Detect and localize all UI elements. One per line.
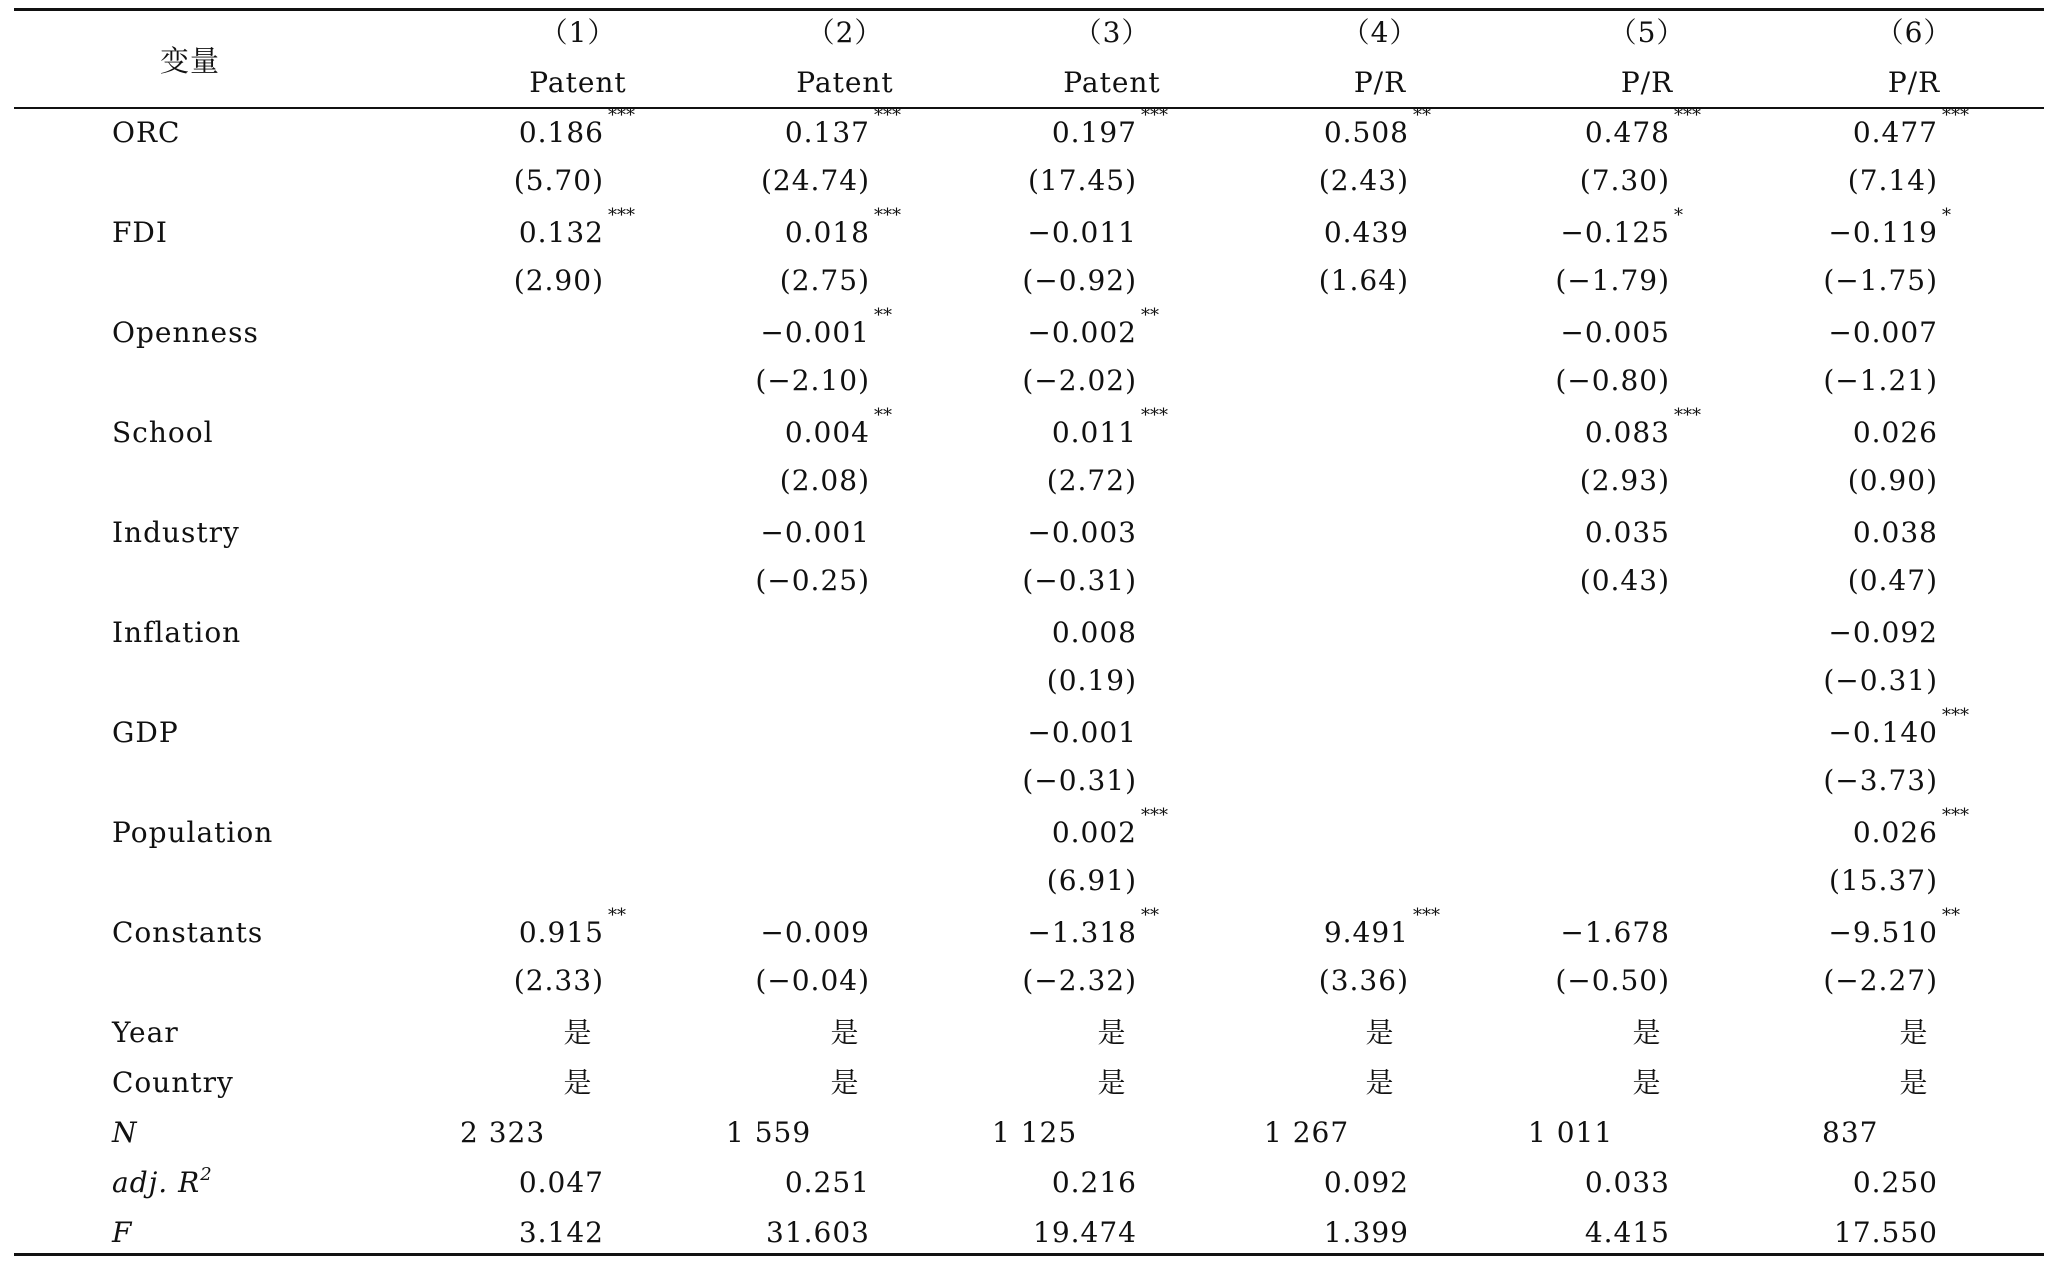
stat-label bbox=[112, 1216, 132, 1250]
coefficient-value: 0.508 ** bbox=[1323, 105, 1431, 149]
coefficient-value: −9.510 ** bbox=[1828, 905, 1960, 949]
fixed-effect-value: 是 bbox=[563, 1066, 593, 1099]
coefficient-value: −0.140 *** bbox=[1828, 705, 1969, 749]
coefficient-value: −1.678 bbox=[1560, 916, 1670, 949]
t-statistic: (1.64) bbox=[1318, 264, 1409, 297]
stat-value: 0.047 bbox=[518, 1166, 604, 1199]
dependent-variable: P/R bbox=[1620, 66, 1674, 99]
fixed-effect-value: 是 bbox=[1632, 1016, 1662, 1049]
column-number: （6） bbox=[1875, 16, 1953, 49]
coefficient bbox=[817, 405, 1168, 450]
variable-header: 变量 bbox=[160, 44, 221, 78]
fixed-effect-value: 是 bbox=[830, 1016, 860, 1049]
coefficient-value: 0.026 bbox=[1852, 416, 1938, 449]
t-statistic: (−1.21) bbox=[1823, 364, 1938, 397]
coefficient-value: −0.002 ** bbox=[1027, 305, 1159, 349]
t-statistic: (2.33) bbox=[513, 964, 604, 997]
stat-value: 0.216 bbox=[1051, 1166, 1137, 1199]
coefficient bbox=[817, 616, 1137, 650]
stat-value: 4.415 bbox=[1584, 1216, 1670, 1249]
coefficient-value: −0.003 bbox=[1027, 516, 1137, 549]
coefficient-value: 0.038 bbox=[1852, 516, 1938, 549]
significance-stars: *** bbox=[1141, 405, 1168, 426]
stat-value: 31.603 bbox=[766, 1216, 870, 1249]
dependent-variable: Patent bbox=[1063, 66, 1161, 99]
t-statistic: (−0.50) bbox=[1555, 964, 1670, 997]
coefficient bbox=[1618, 105, 1969, 150]
stat-value: 0.033 bbox=[1584, 1166, 1670, 1199]
stat-value: 17.550 bbox=[1834, 1216, 1938, 1249]
coefficient bbox=[1618, 516, 1938, 550]
coefficient-value: 0.197 *** bbox=[1051, 105, 1168, 149]
coefficient-value: 9.491 *** bbox=[1323, 905, 1440, 949]
t-statistic: (5.70) bbox=[513, 164, 604, 197]
significance-stars: ** bbox=[874, 305, 892, 326]
significance-stars: ** bbox=[1942, 905, 1960, 926]
coefficient-value: 0.477 *** bbox=[1852, 105, 1969, 149]
coefficient bbox=[817, 805, 1168, 850]
coefficient-value: 0.018 *** bbox=[784, 205, 901, 249]
fixed-effect-value: 是 bbox=[1365, 1016, 1395, 1049]
significance-stars: *** bbox=[608, 105, 635, 126]
t-statistic: (−0.80) bbox=[1555, 364, 1670, 397]
t-statistic: (6.91) bbox=[1046, 864, 1137, 897]
t-statistic: (−0.04) bbox=[755, 964, 870, 997]
column-number: （4） bbox=[1341, 16, 1419, 49]
row-label: GDP bbox=[112, 716, 179, 749]
row-label: Constants bbox=[112, 916, 264, 949]
stat-value: 19.474 bbox=[1033, 1216, 1137, 1249]
row-label: Industry bbox=[112, 516, 240, 549]
observation-count: 1 011 bbox=[1528, 1116, 1614, 1149]
t-statistic: (0.19) bbox=[1046, 664, 1137, 697]
coefficient-value: 0.478 *** bbox=[1584, 105, 1701, 149]
coefficient-value: −0.011 bbox=[1027, 216, 1137, 249]
t-statistic: (15.37) bbox=[1828, 864, 1938, 897]
fixed-effect-value: 是 bbox=[1899, 1016, 1929, 1049]
coefficient bbox=[1618, 416, 1938, 450]
t-statistic: (3.36) bbox=[1318, 964, 1409, 997]
fixed-effect-value: 是 bbox=[1097, 1066, 1127, 1099]
row-label: Inflation bbox=[112, 616, 242, 649]
fixed-effect-value: 是 bbox=[1365, 1066, 1395, 1099]
stat-value: 0.092 bbox=[1323, 1166, 1409, 1199]
significance-stars: * bbox=[1674, 205, 1683, 226]
t-statistic: (−2.10) bbox=[755, 364, 870, 397]
significance-stars: *** bbox=[1413, 905, 1440, 926]
dependent-variable: Patent bbox=[529, 66, 627, 99]
t-statistic: (2.93) bbox=[1579, 464, 1670, 497]
coefficient-value: 0.186 *** bbox=[518, 105, 635, 149]
coefficient-value: −0.007 bbox=[1828, 316, 1938, 349]
row-label: FDI bbox=[112, 216, 168, 249]
significance-stars: *** bbox=[1674, 105, 1701, 126]
significance-stars: ** bbox=[1413, 105, 1431, 126]
t-statistic: (−0.31) bbox=[1022, 564, 1137, 597]
coefficient bbox=[1618, 705, 1969, 750]
significance-stars: *** bbox=[874, 105, 901, 126]
row-label: Openness bbox=[112, 316, 259, 349]
stat-label bbox=[112, 1166, 213, 1200]
t-statistic: (7.14) bbox=[1847, 164, 1938, 197]
t-statistic: (2.90) bbox=[513, 264, 604, 297]
coefficient-value: −0.001 bbox=[760, 516, 870, 549]
significance-stars: *** bbox=[874, 205, 901, 226]
t-statistic: (0.43) bbox=[1579, 564, 1670, 597]
significance-stars: *** bbox=[608, 205, 635, 226]
coefficient-value: −0.009 bbox=[760, 916, 870, 949]
coefficient-value: −0.005 bbox=[1560, 316, 1670, 349]
significance-stars: ** bbox=[1141, 305, 1159, 326]
fixed-effect-value: 是 bbox=[563, 1016, 593, 1049]
fixed-effect-value: 是 bbox=[1632, 1066, 1662, 1099]
t-statistic: (−2.32) bbox=[1022, 964, 1137, 997]
stat-value: 0.251 bbox=[784, 1166, 870, 1199]
stat-label-text: adj. R bbox=[112, 1166, 201, 1199]
coefficient bbox=[1618, 316, 1938, 350]
stat-label-text: F bbox=[112, 1216, 133, 1249]
coefficient bbox=[1618, 905, 1960, 950]
observation-count: 1 559 bbox=[726, 1116, 812, 1149]
significance-stars: ** bbox=[874, 405, 892, 426]
fixed-effect-label: Year bbox=[112, 1016, 179, 1049]
coefficient-value: 0.008 bbox=[1051, 616, 1137, 649]
significance-stars: *** bbox=[1942, 805, 1969, 826]
coefficient-value: 0.026 *** bbox=[1852, 805, 1969, 849]
significance-stars: *** bbox=[1674, 405, 1701, 426]
significance-stars: *** bbox=[1942, 105, 1969, 126]
coefficient-value: −0.001 ** bbox=[760, 305, 892, 349]
t-statistic: (2.72) bbox=[1046, 464, 1137, 497]
observation-count: 2 323 bbox=[460, 1116, 546, 1149]
coefficient-value: −0.001 bbox=[1027, 716, 1137, 749]
dependent-variable: Patent bbox=[796, 66, 894, 99]
t-statistic: (−3.73) bbox=[1823, 764, 1938, 797]
t-statistic: (−2.27) bbox=[1823, 964, 1938, 997]
coefficient-value: −0.119 * bbox=[1828, 205, 1951, 249]
t-statistic: (2.75) bbox=[779, 264, 870, 297]
t-statistic: (2.08) bbox=[779, 464, 870, 497]
fixed-effect-value: 是 bbox=[1097, 1016, 1127, 1049]
t-statistic: (17.45) bbox=[1027, 164, 1137, 197]
stat-label bbox=[112, 1116, 138, 1150]
significance-stars: ** bbox=[1141, 905, 1159, 926]
observation-count: 1 125 bbox=[992, 1116, 1078, 1149]
coefficient-value: 0.132 *** bbox=[518, 205, 635, 249]
row-label: School bbox=[112, 416, 214, 449]
coefficient bbox=[1618, 616, 1938, 650]
coefficient-value: −1.318 ** bbox=[1027, 905, 1159, 949]
t-statistic: (0.90) bbox=[1847, 464, 1938, 497]
bottom-rule bbox=[14, 1253, 2044, 1256]
coefficient-value: 0.002 *** bbox=[1051, 805, 1168, 849]
t-statistic: (−0.31) bbox=[1022, 764, 1137, 797]
column-number: （1） bbox=[539, 16, 617, 49]
t-statistic: (−1.79) bbox=[1555, 264, 1670, 297]
significance-stars: *** bbox=[1942, 705, 1969, 726]
column-number: （5） bbox=[1608, 16, 1686, 49]
coefficient-value: 0.137 *** bbox=[784, 105, 901, 149]
t-statistic: (−1.75) bbox=[1823, 264, 1938, 297]
fixed-effect-value: 是 bbox=[830, 1066, 860, 1099]
coefficient bbox=[817, 516, 1137, 550]
significance-stars: *** bbox=[1141, 105, 1168, 126]
coefficient-value: −0.092 bbox=[1828, 616, 1938, 649]
stat-label-text: N bbox=[112, 1116, 138, 1149]
t-statistic: (7.30) bbox=[1579, 164, 1670, 197]
coefficient-value: −0.125 * bbox=[1560, 205, 1683, 249]
t-statistic: (0.47) bbox=[1847, 564, 1938, 597]
coefficient-value: 0.035 bbox=[1584, 516, 1670, 549]
significance-stars: *** bbox=[1141, 805, 1168, 826]
coefficient-value: 0.011 *** bbox=[1051, 405, 1168, 449]
observation-count: 837 bbox=[1822, 1116, 1879, 1149]
fixed-effect-label: Country bbox=[112, 1066, 234, 1099]
top-rule bbox=[14, 8, 2044, 11]
stat-value: 0.250 bbox=[1852, 1166, 1938, 1199]
dependent-variable: P/R bbox=[1887, 66, 1941, 99]
column-number: （3） bbox=[1073, 16, 1151, 49]
coefficient-value: 0.915 ** bbox=[518, 905, 626, 949]
coefficient bbox=[817, 716, 1137, 750]
significance-stars: * bbox=[1942, 205, 1951, 226]
t-statistic: (−0.25) bbox=[755, 564, 870, 597]
observation-count: 1 267 bbox=[1264, 1116, 1350, 1149]
t-statistic: (2.43) bbox=[1318, 164, 1409, 197]
coefficient bbox=[1618, 805, 1969, 850]
stat-value: 3.142 bbox=[518, 1216, 604, 1249]
t-statistic: (−0.31) bbox=[1823, 664, 1938, 697]
row-label: ORC bbox=[112, 116, 181, 149]
t-statistic: (24.74) bbox=[760, 164, 870, 197]
header-rule bbox=[14, 107, 2044, 109]
fixed-effect-value: 是 bbox=[1899, 1066, 1929, 1099]
row-label: Population bbox=[112, 816, 274, 849]
coefficient-value: 0.004 ** bbox=[784, 405, 892, 449]
coefficient-value: 0.439 bbox=[1323, 216, 1409, 249]
stat-label-superscript: 2 bbox=[200, 1164, 213, 1185]
stat-value: 1.399 bbox=[1323, 1216, 1409, 1249]
column-number: （2） bbox=[806, 16, 884, 49]
dependent-variable: P/R bbox=[1353, 66, 1407, 99]
coefficient-value: 0.083 *** bbox=[1584, 405, 1701, 449]
t-statistic: (−0.92) bbox=[1022, 264, 1137, 297]
t-statistic: (−2.02) bbox=[1022, 364, 1137, 397]
significance-stars: ** bbox=[608, 905, 626, 926]
